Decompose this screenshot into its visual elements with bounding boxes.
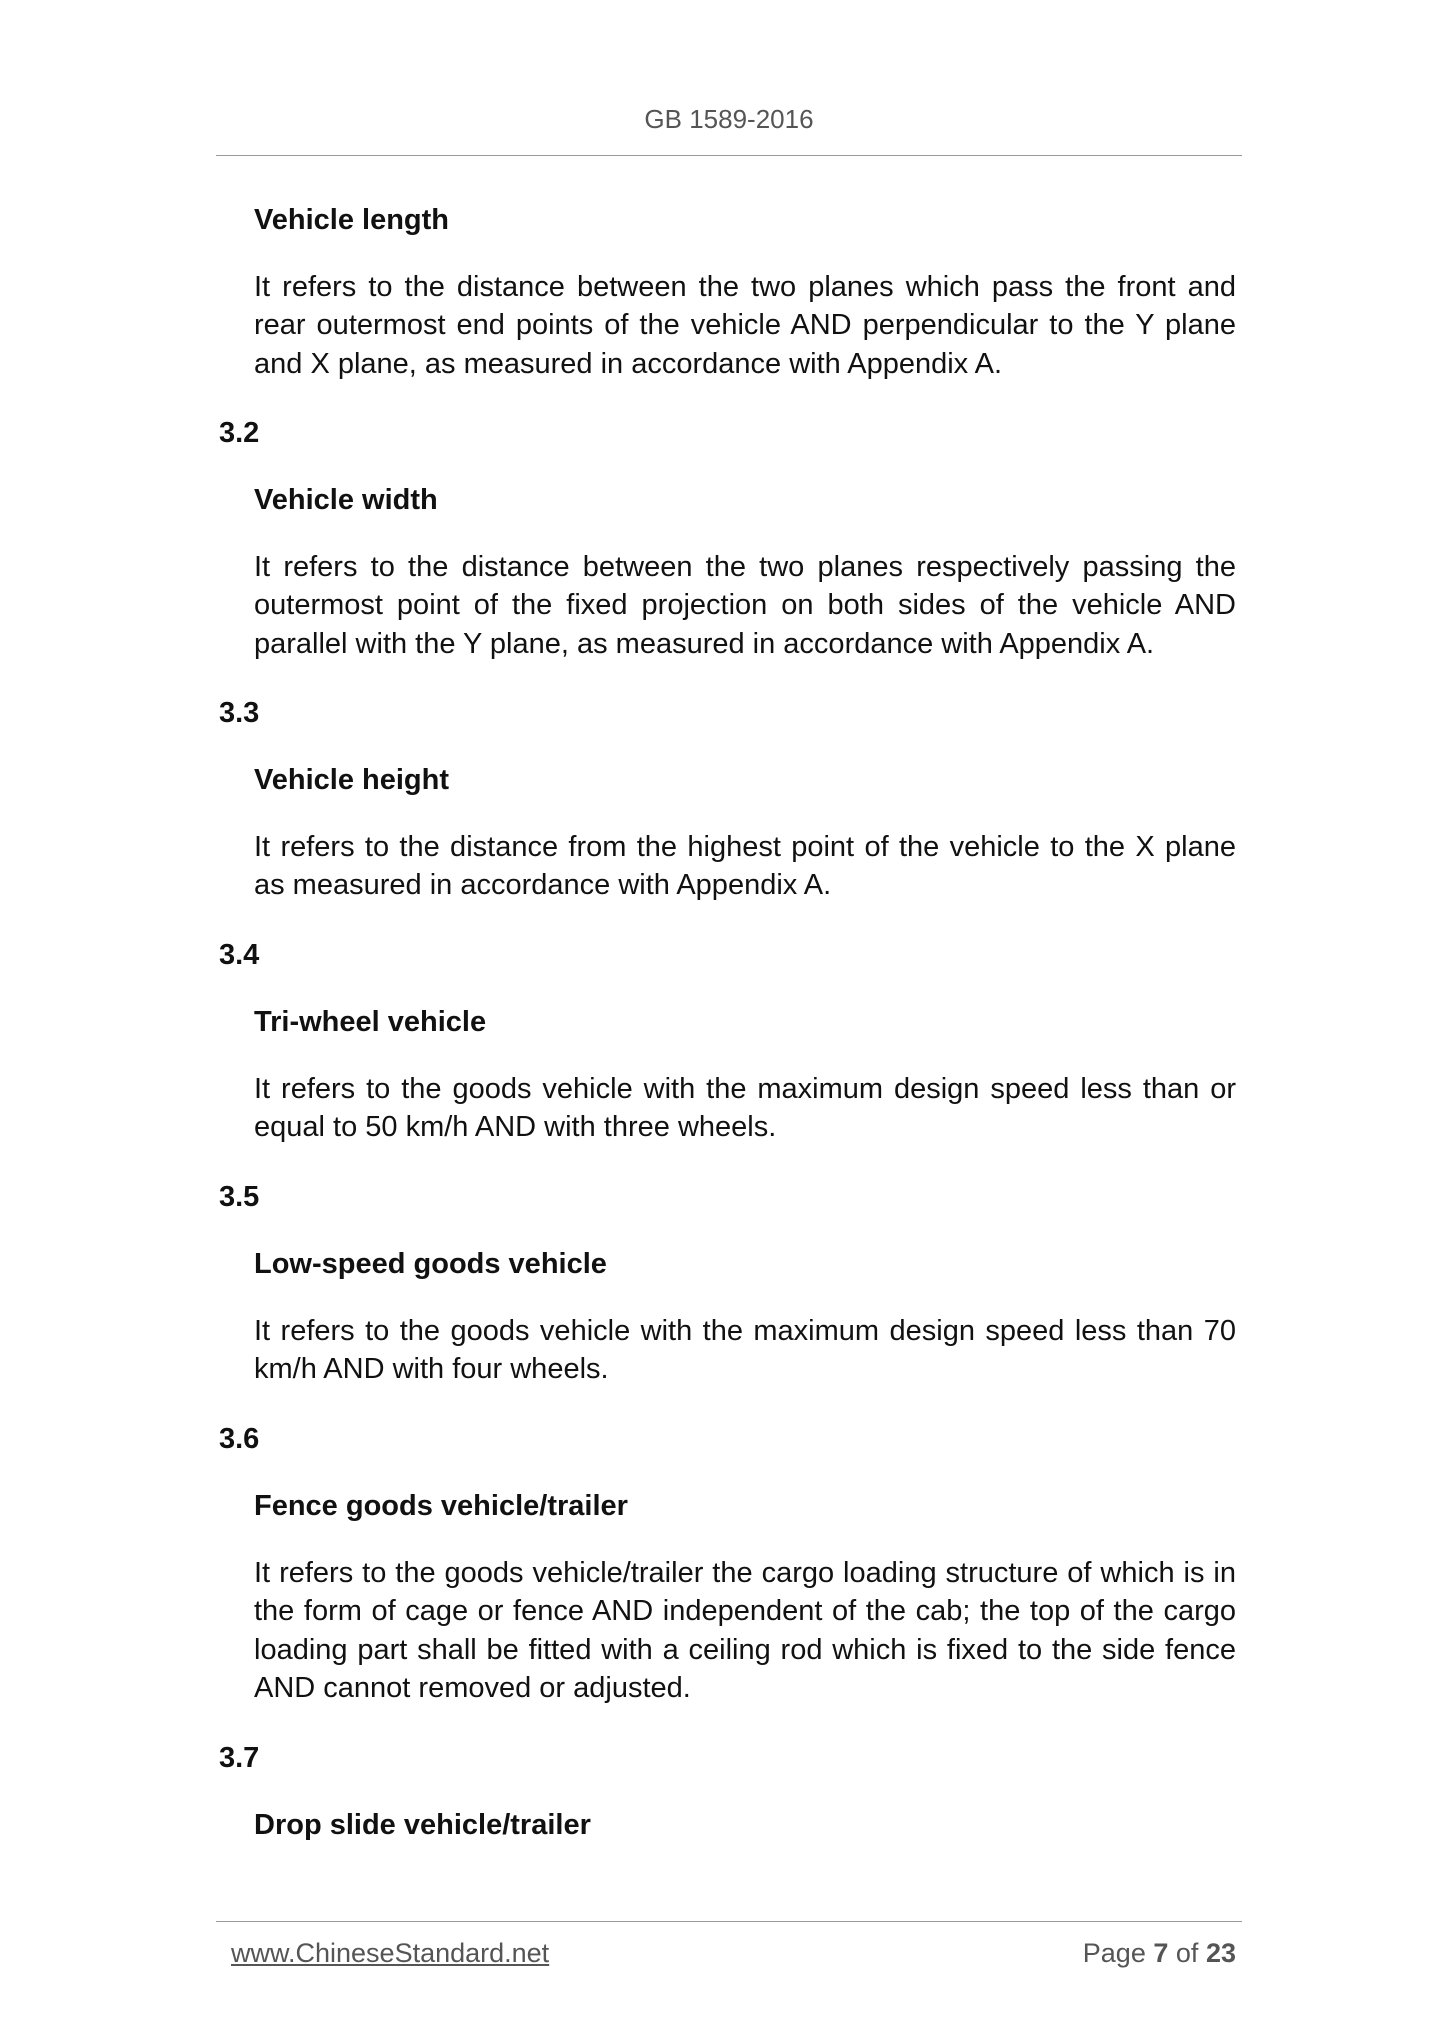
page-prefix: Page [1082, 1938, 1146, 1968]
term-vehicle-height: Vehicle height [254, 764, 449, 796]
term-fence-goods-vehicle-trailer: Fence goods vehicle/trailer [254, 1490, 628, 1522]
definition-tri-wheel-vehicle: It refers to the goods vehicle with the maximum design speed less than or equal to 50 km/h AND with three wheels. [254, 1073, 1236, 1144]
section-number-3-6: 3.6 [219, 1423, 260, 1455]
footer-divider [216, 1921, 1242, 1922]
header-divider [216, 155, 1242, 156]
definition-low-speed-goods-vehicle: It refers to the goods vehicle with the maximum design speed less than 70 km/h AND with four wheels. [254, 1315, 1236, 1386]
footer-site-link[interactable]: www.ChineseStandard.net [231, 1938, 550, 1968]
section-number-3-3: 3.3 [219, 697, 260, 729]
section-number-3-2: 3.2 [219, 417, 260, 449]
term-tri-wheel-vehicle: Tri-wheel vehicle [254, 1006, 487, 1038]
page-of-label: of [1175, 1938, 1199, 1968]
definition-vehicle-length: It refers to the distance between the two planes which pass the front and rear outermost end points of the vehicle AND perpendicular to the Y plane and X plane, as measured in accordance with Appendix A. [254, 271, 1236, 380]
definition-fence-goods-vehicle-trailer: It refers to the goods vehicle/trailer the cargo loading structure of which is in the form of cage or fence AND independent of the cab; the top of the cargo loading part shall be fitted with a ceiling rod which is fixed to the side fence AND cannot removed or adjusted. [254, 1557, 1236, 1704]
document-header-id: GB 1589-2016 [644, 104, 814, 134]
definition-vehicle-height: It refers to the distance from the highest point of the vehicle to the X plane as measured in accordance with Appendix A. [254, 831, 1236, 902]
term-vehicle-length: Vehicle length [254, 204, 449, 236]
section-number-3-7: 3.7 [219, 1742, 260, 1774]
section-number-3-5: 3.5 [219, 1181, 260, 1213]
section-number-3-4: 3.4 [219, 939, 260, 971]
footer-page-indicator [1083, 1938, 1236, 1969]
term-vehicle-width: Vehicle width [254, 484, 438, 516]
page-total-number: 23 [1205, 1938, 1236, 1968]
page-current-number: 7 [1153, 1938, 1169, 1968]
definition-vehicle-width: It refers to the distance between the two planes respectively passing the outermost point of the fixed projection on both sides of the vehicle AND parallel with the Y plane, as measured in accordance with Appendix A. [254, 551, 1236, 660]
term-drop-slide-vehicle-trailer: Drop slide vehicle/trailer [254, 1809, 591, 1841]
term-low-speed-goods-vehicle: Low-speed goods vehicle [254, 1248, 607, 1280]
